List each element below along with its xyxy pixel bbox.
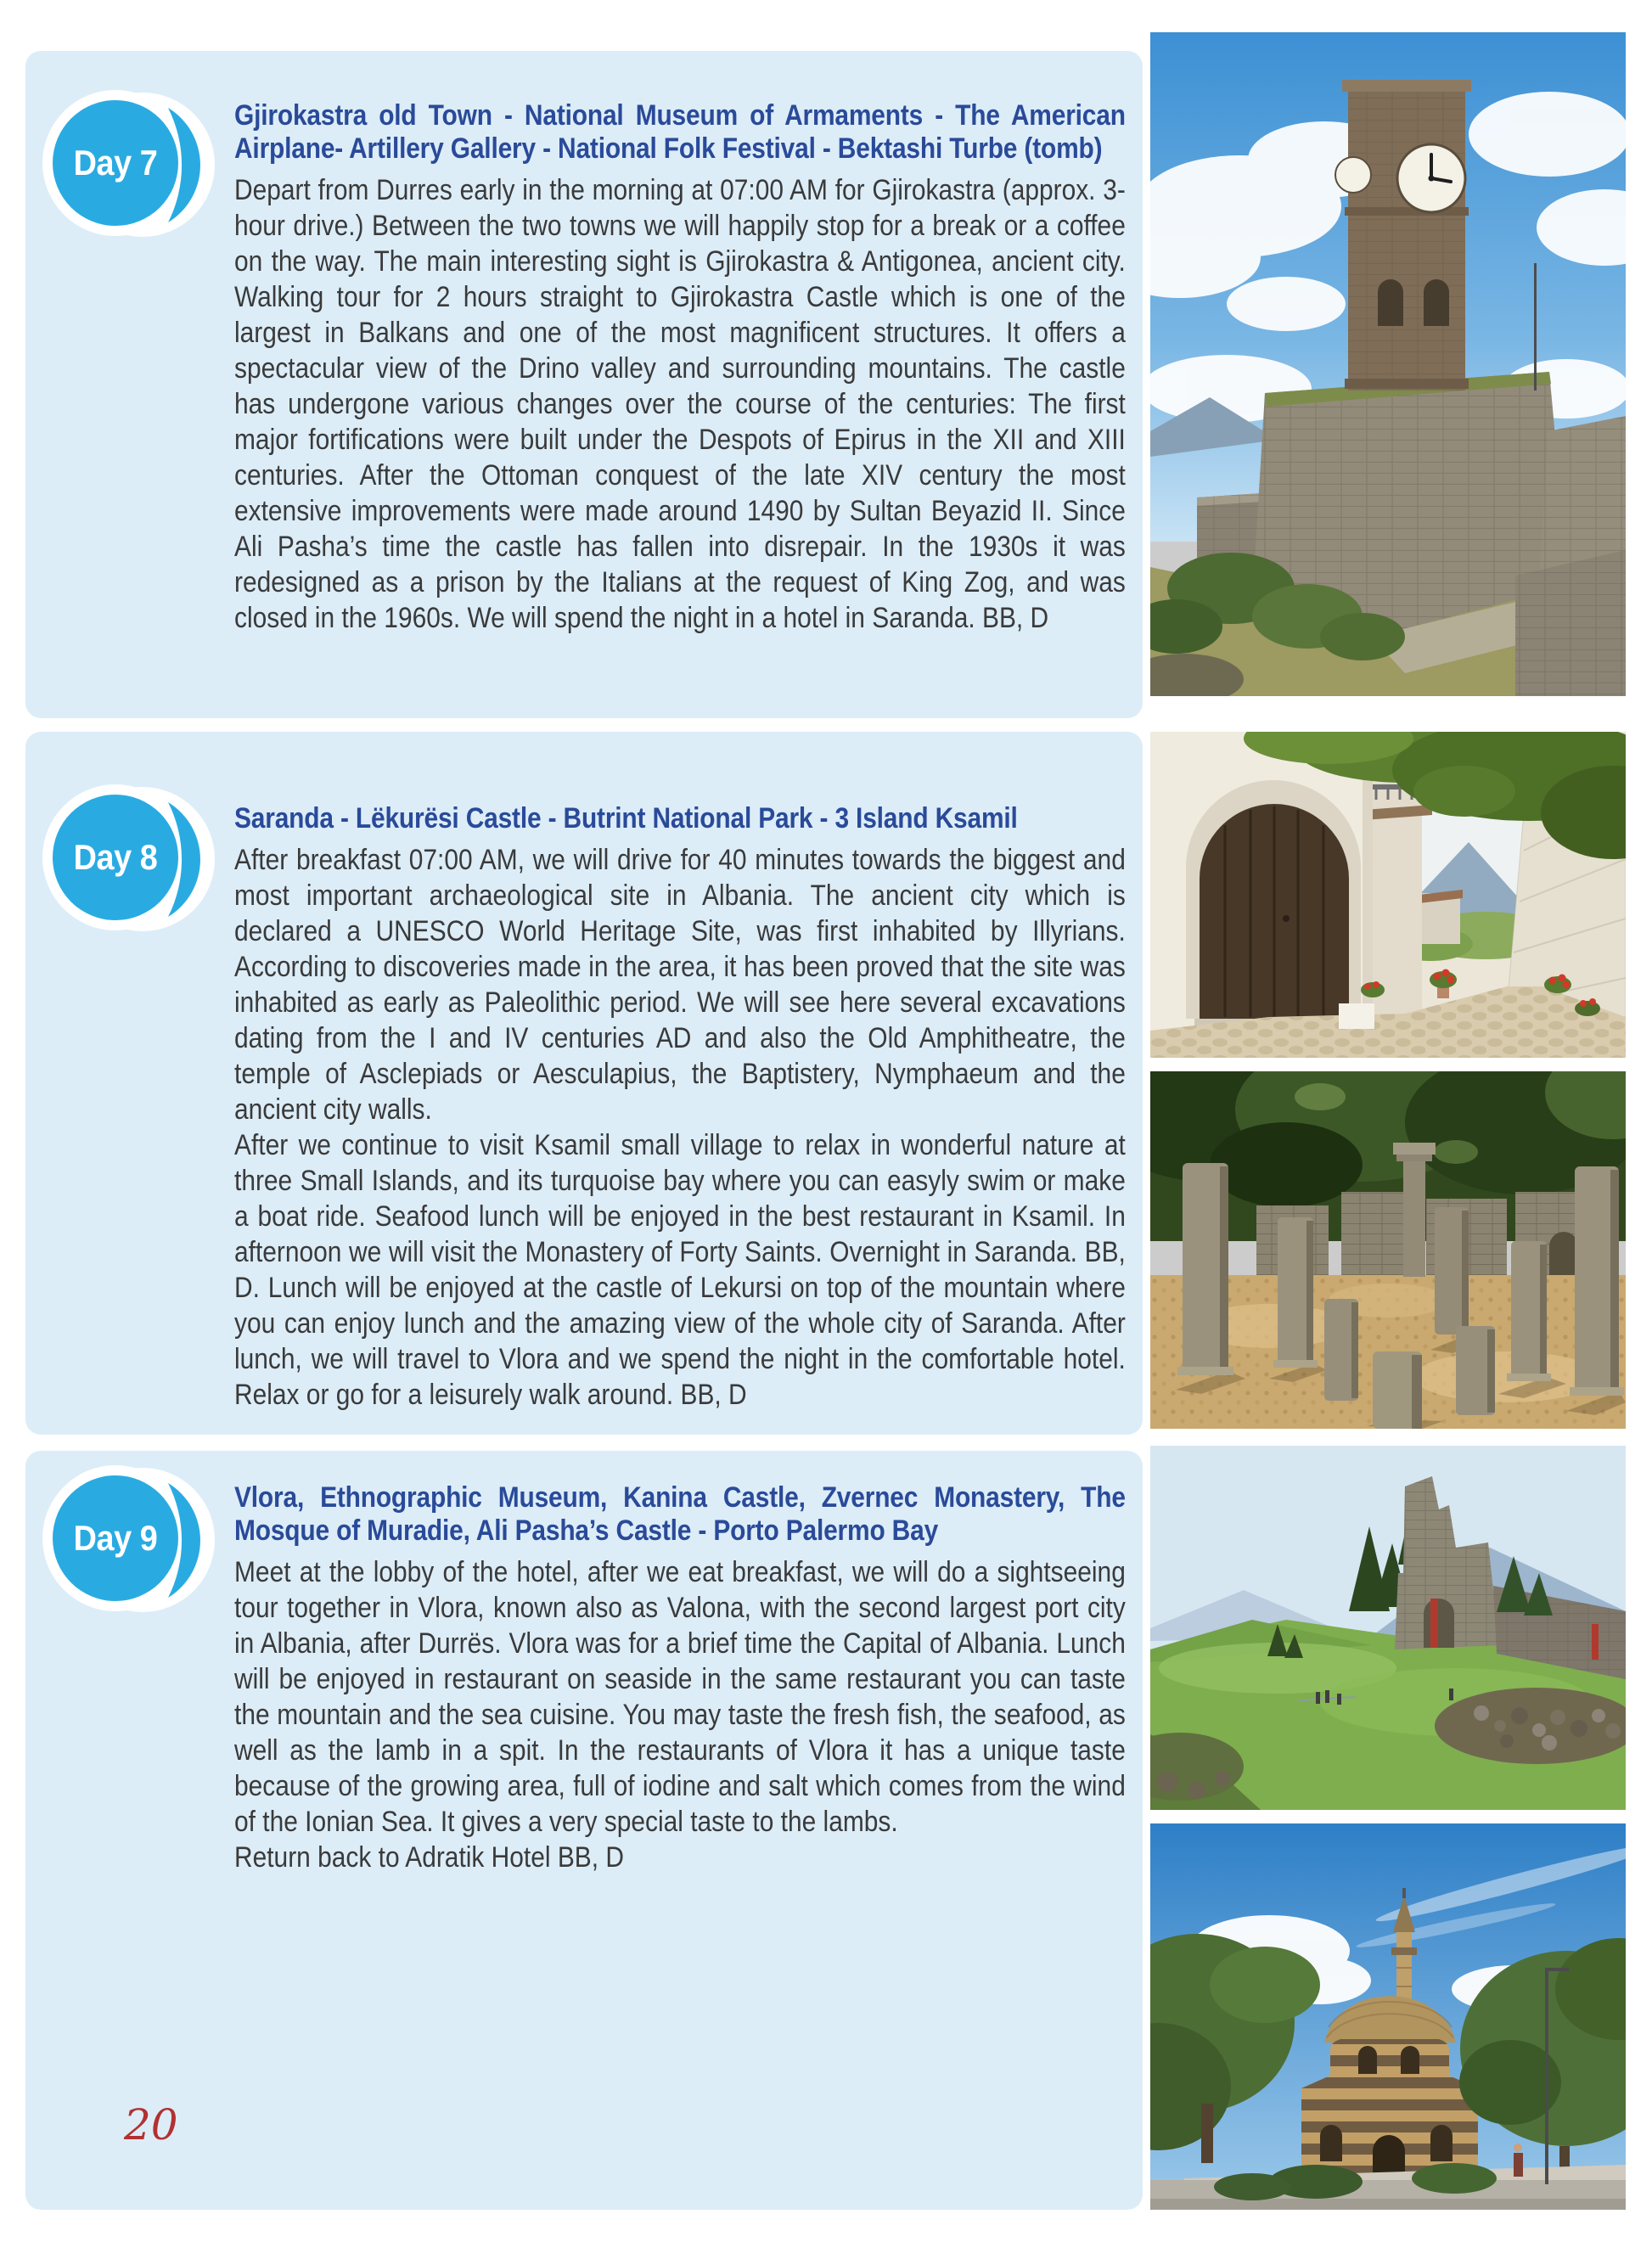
old-town-street-photo [1150,732,1626,1058]
day9-badge [41,1462,215,1619]
gjirokastra-castle-clock-tower-photo [1150,32,1626,696]
day9-heading: Vlora, Ethnographic Museum, Kanina Castle, Zvernec Monastery, The Mosque of Muradie, Ali Pasha’s Castle - Porto Palermo Bay [234,1481,1126,1547]
day8-badge [41,781,215,938]
kanina-castle-ruins-photo [1150,1446,1626,1810]
day7-paragraph: Depart from Durres early in the morning at 07:00 AM for Gjirokastra (approx. 3-hour drive.) Between the two towns we will happily stop for a break or a coffee on the way. The main interesting sight is Gjirokastra & Antigonea, ancient city. Walking tour for 2 hours straight to Gjirokastra Castle which is one of the largest in Balkans and one of the most magnificent structures. It offers a spectacular view of the Drino valley and surrounding mountains. The castle has undergone various changes over the course of the centuries: The first major fortifications were built under the Despots of Epirus in the XII and XIII centuries. After the Ottoman conquest of the late XIV century the most extensive improvements were made around 1490 by Sultan Beyazid II. Since Ali Pasha’s time the castle has fallen into disrepair. In the 1930s it was redesigned as a prison by the Italians at the request of King Zog, and was closed in the 1960s. We will spend the night in a hotel in Saranda. BB, D [234,174,1126,634]
muradie-mosque-photo [1150,1823,1626,2210]
day7-card [25,51,1143,718]
page-number: 20 [124,2100,178,2149]
day7-heading: Gjirokastra old Town - National Museum of Armaments - The American Airplane- Artillery Gallery - National Folk Festival - Bektashi Turbe (tomb) [234,99,1126,165]
day9-paragraph-1: Meet at the lobby of the hotel, after we eat breakfast, we will do a sightseeing tour together in Vlora, known also as Valona, with the second largest port city in Albania, after Durrës. Vlora was for a brief time the Capital of Albania. Lunch will be enjoyed in restaurant on seaside in the same restaurant you can taste the mountain and the sea cuisine. You may taste the fresh fish, the seafood, as well as the lamb in a spit. In the restaurants of Vlora it has a unique taste because of the growing area, full of iodine and salt which comes from the wind of the Ionian Sea. It gives a very special taste to the lambs. [234,1556,1126,1838]
day8-card [25,732,1143,1435]
day9-card [25,1451,1143,2210]
butrint-baptistery-columns-photo [1150,1071,1626,1429]
day8-paragraph-1: After breakfast 07:00 AM, we will drive for 40 minutes towards the biggest and most important archaeological site in Albania. The ancient city which is declared a UNESCO World Heritage Site, was first inhabited by Illyrians. According to discoveries made in the area, it has been proved that the site was inhabited as early as Paleolithic period. We will see here several excavations dating from the I and IV centuries AD and also the Old Amphitheatre, the temple of Asclepiads or Aesculapius, the Baptistery, Nymphaeum and the ancient city walls. [234,844,1126,1126]
day7-badge-label: Day 7 [73,143,158,183]
day9-paragraph-2: Return back to Adratik Hotel BB, D [234,1841,624,1874]
day9-badge-label: Day 9 [73,1518,158,1558]
day8-badge-label: Day 8 [73,837,158,877]
day8-paragraph-2: After we continue to visit Ksamil small village to relax in wonderful nature at three Small Islands, and its turquoise bay where you can easyly swim or make a boat ride. Seafood lunch will be enjoyed in the best restaurant in Ksamil. In afternoon we will visit the Monastery of Forty Saints. Overnight in Saranda. BB, D. Lunch will be enjoyed at the castle of Lekursi on top of the mountain where you can enjoy lunch and the amazing view of the whole city of Saranda. After lunch, we will travel to Vlora and we spend the night in the comfortable hotel. Relax or go for a leisurely walk around. BB, D [234,1129,1126,1411]
day8-heading: Saranda - Lëkurësi Castle - Butrint National Park - 3 Island Ksamil [234,802,1018,834]
day7-badge [41,87,215,244]
